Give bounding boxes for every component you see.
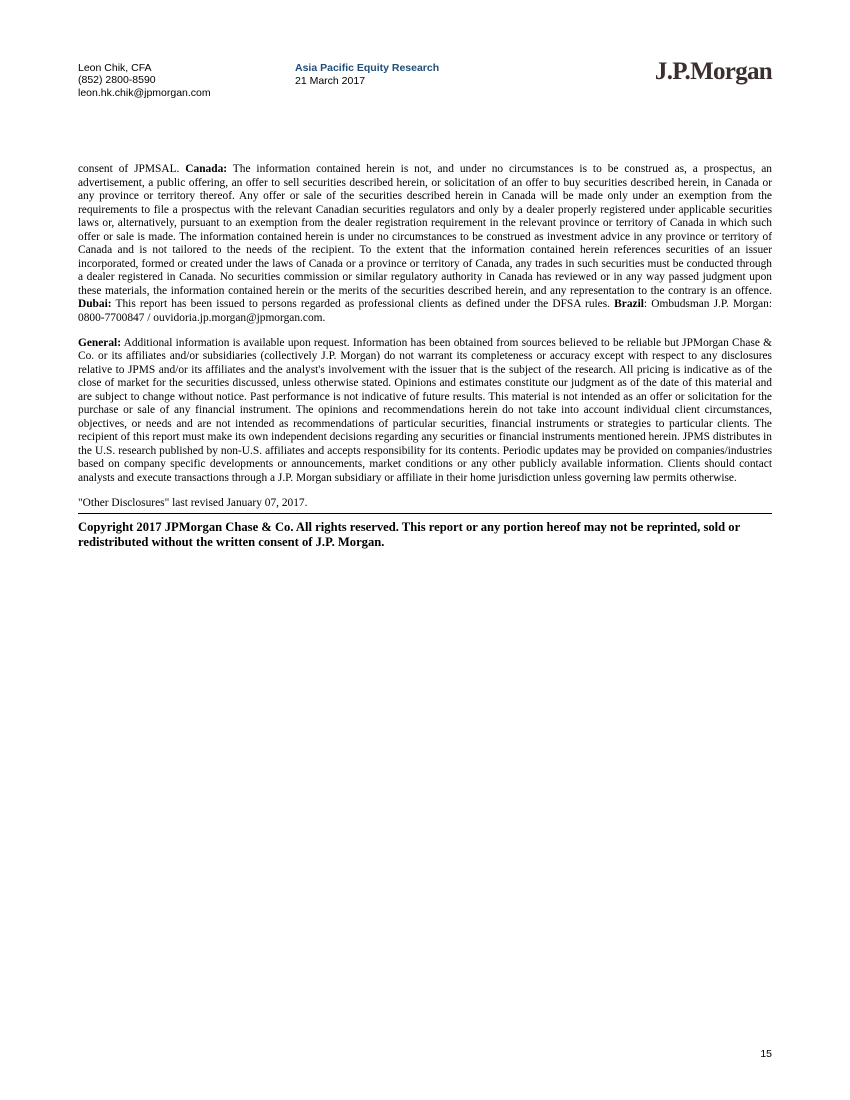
document-body	[78, 163, 772, 550]
text-consent-of-jpmsal: consent of JPMSAL.	[78, 163, 186, 175]
page-header	[78, 58, 772, 110]
text-canada-body: The information contained herein is not, and under no circumstances is to be construed as, a prospectus, an advertisement, a public offering, an offer to sell securities described herein, or solicitation of an offer to buy securities described herein, in Canada or any province or territory thereof. Any offer or sale of the securities described herein in Canada will be made only under an exemption from the requirements to file a prospectus with the relevant Canadian securities regulators and only by a dealer properly registered under applicable securities laws or, alternatively, pursuant to an exemption from the dealer registration requirement in the relevant province or territory of Canada in which such offer or sale is made. The information contained herein is under no circumstances to be construed as investment advice in any province or territory of Canada and is not tailored to the needs of the recipient. To the extent that the information contained herein references securities of an issuer incorporated, formed or created under the laws of Canada or a province or territory of Canada, any trades in such securities must be conducted through a dealer registered in Canada. No securities commission or similar regulatory authority in Canada has reviewed or in any way passed judgment upon these materials, the information contained herein or the merits of the securities described herein, and any representation to the contrary is an offence.	[78, 163, 773, 297]
paragraph-general	[78, 337, 772, 486]
analyst-name: Leon Chik, CFA	[78, 62, 152, 74]
text-brazil-body: : Ombudsman J.P. Morgan: 0800-7700847 / ouvidoria.jp.morgan@jpmorgan.com.	[78, 298, 772, 325]
paragraph-jurisdictions	[78, 163, 772, 326]
text-general-body: Additional information is available upon request. Information has been obtained from sources believed to be reliable but JPMorgan Chase & Co. or its affiliates and/or subsidiaries (collectively J.P. Morgan) do not warrant its completeness or accuracy except with respect to any disclosures relative to JPMS and/or its affiliates and the analyst's involvement with the issuer that is the subject of the research. All pricing is indicative as of the close of market for the securities discussed, unless otherwise stated. Opinions and estimates constitute our judgment as of the date of this material and are subject to change without notice. Past performance is not indicative of future results. This material is not intended as an offer or solicitation for the purchase or sale of any financial instrument. The opinions and recommendations herein do not take into account individual client circumstances, objectives, or needs and are not intended as recommendations of particular securities, financial instruments or strategies to particular clients. The recipient of this report must make its own independent decisions regarding any securities or financial instruments mentioned herein. JPMS distributes in the U.S. research published by non-U.S. affiliates and accepts responsibility for its contents. Periodic updates may be provided on companies/industries based on company specific developments or announcements, market conditions or any other publicly available information. Clients should contact analysts and execute transactions through a J.P. Morgan subsidiary or affiliate in their home jurisdiction unless governing law permits otherwise.	[78, 336, 772, 485]
analyst-contact-block	[78, 62, 211, 99]
jpmorgan-logo: J.P.Morgan	[654, 58, 772, 85]
text-dubai-body: This report has been issued to persons regarded as professional clients as defined under the DFSA rules.	[111, 298, 615, 311]
label-brazil: Brazil	[614, 298, 644, 311]
research-info-block	[295, 62, 439, 88]
analyst-email: leon.hk.chik@jpmorgan.com	[78, 86, 211, 99]
page-number: 15	[760, 1048, 772, 1060]
copyright-notice: Copyright 2017 JPMorgan Chase & Co. All rights reserved. This report or any portion hereof may not be reprinted, sold or redistributed without the written consent of J.P. Morgan.	[78, 520, 740, 550]
other-disclosures-revision: "Other Disclosures" last revised January 07, 2017.	[78, 496, 308, 509]
research-date: 21 March 2017	[295, 75, 366, 88]
label-general: General:	[78, 336, 122, 349]
label-dubai: Dubai:	[78, 298, 112, 311]
analyst-phone: (852) 2800-8590	[78, 74, 156, 87]
research-title: Asia Pacific Equity Research	[295, 62, 440, 74]
divider	[78, 513, 772, 514]
label-canada: Canada:	[185, 163, 228, 175]
